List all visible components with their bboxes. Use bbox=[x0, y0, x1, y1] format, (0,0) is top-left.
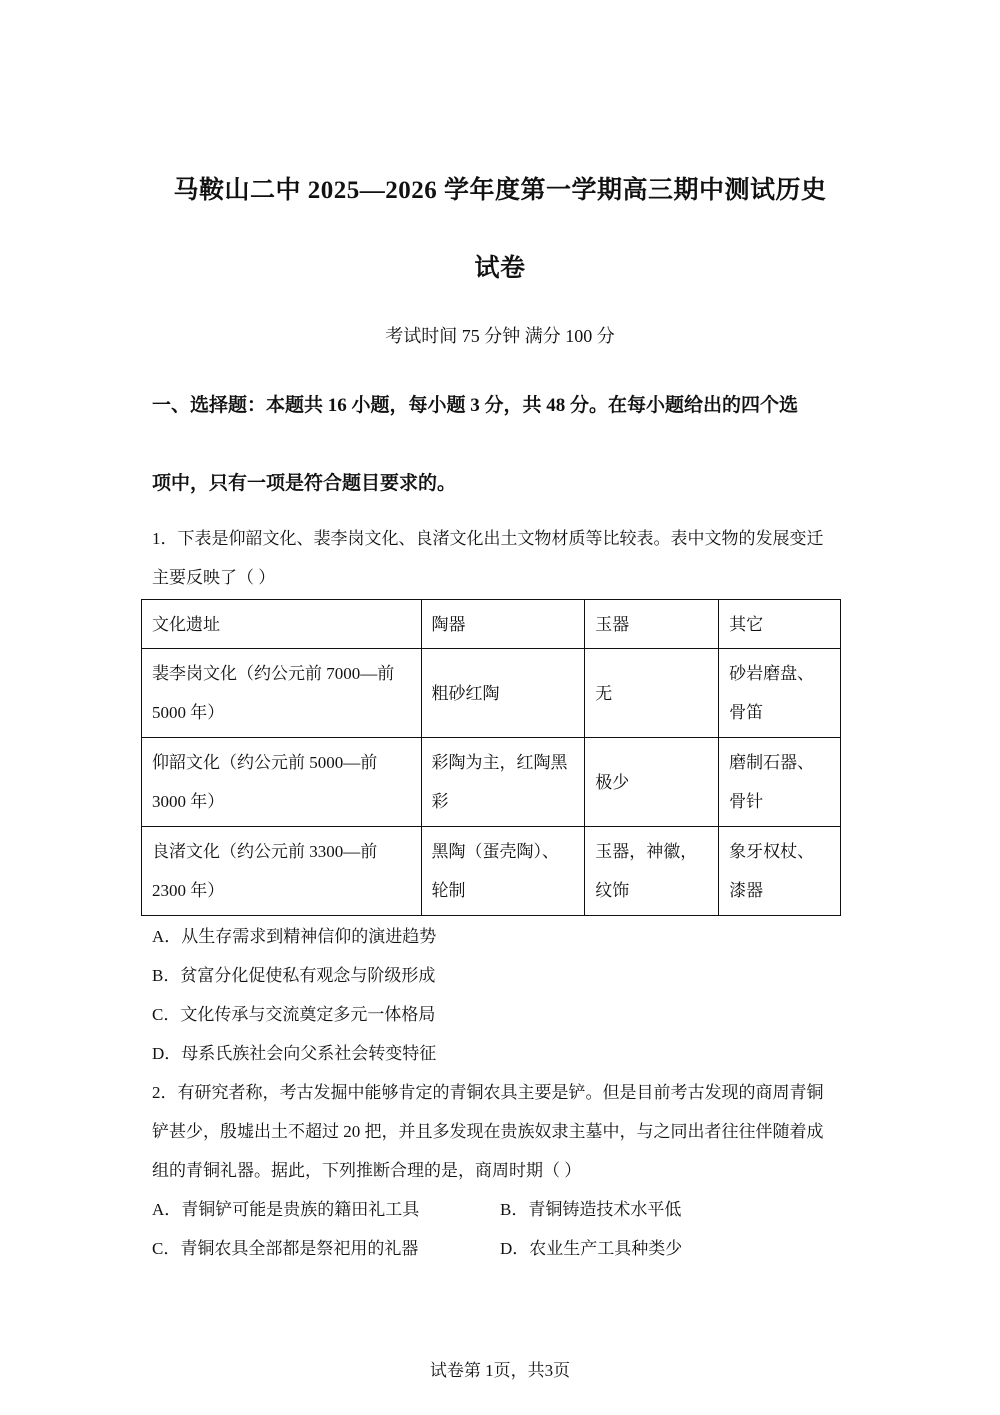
cell-line: 黑陶（蛋壳陶）、 bbox=[431, 842, 560, 861]
cell-line: 裴李岗文化（约公元前 7000—前 bbox=[152, 664, 395, 683]
table-header-row bbox=[142, 600, 841, 649]
cell-line: 3000 年） bbox=[152, 792, 225, 811]
q2-option-a[interactable]: A．青铜铲可能是贵族的籍田礼工具 bbox=[152, 1200, 420, 1219]
cell-line: 5000 年） bbox=[152, 703, 225, 722]
table-row bbox=[142, 827, 841, 916]
table-cell-jade bbox=[585, 738, 719, 827]
cell-line: 仰韶文化（约公元前 5000—前 bbox=[152, 753, 378, 772]
section-heading-line2: 项中，只有一项是符合题目要求的。 bbox=[152, 473, 457, 494]
q2-stem-line1: 2．有研究者称，考古发掘中能够肯定的青铜农具主要是铲。但是目前考古发现的商周青铜 bbox=[152, 1083, 824, 1102]
cell-line: 粗砂红陶 bbox=[431, 683, 500, 703]
table-cell-jade bbox=[585, 649, 719, 738]
cell-line: 纹饰 bbox=[595, 881, 630, 900]
table-cell-jade bbox=[585, 827, 719, 916]
cell-line: 无 bbox=[595, 683, 613, 703]
table-cell-other bbox=[719, 649, 841, 738]
table-cell-pottery bbox=[421, 649, 585, 738]
exam-title-line2: 试卷 bbox=[474, 255, 526, 282]
table-cell-site bbox=[142, 649, 422, 738]
cell-line: 良渚文化（约公元前 3300—前 bbox=[152, 842, 378, 861]
q1-option-b[interactable]: B．贫富分化促使私有观念与阶级形成 bbox=[152, 966, 436, 985]
table-header-cell: 文化遗址 bbox=[142, 600, 422, 649]
table-cell-other bbox=[719, 827, 841, 916]
cell-line: 砂岩磨盘、 bbox=[729, 664, 815, 683]
q2-option-c[interactable]: C．青铜农具全部都是祭祀用的礼器 bbox=[152, 1239, 419, 1258]
section-heading-line1: 一、选择题：本题共 16 小题，每小题 3 分，共 48 分。在每小题给出的四个选 bbox=[152, 395, 799, 416]
table-cell-site bbox=[142, 827, 422, 916]
exam-title-line1: 马鞍山二中 2025—2026 学年度第一学期高三期中测试历史 bbox=[173, 177, 827, 204]
cell-line: 漆器 bbox=[729, 881, 764, 900]
cell-line: 骨针 bbox=[729, 792, 764, 811]
table-cell-site bbox=[142, 738, 422, 827]
page-footer: 试卷第 1页，共3页 bbox=[429, 1361, 571, 1380]
cell-line: 玉器，神徽， bbox=[595, 842, 698, 861]
table-row bbox=[142, 649, 841, 738]
exam-info: 考试时间 75 分钟 满分 100 分 bbox=[385, 326, 615, 346]
q2-stem-line2: 铲甚少，殷墟出土不超过 20 把，并且多发现在贵族奴隶主墓中，与之同出者往往伴随着成 bbox=[152, 1122, 824, 1141]
q1-option-a[interactable]: A．从生存需求到精神信仰的演进趋势 bbox=[152, 927, 437, 946]
q1-option-c[interactable]: C．文化传承与交流奠定多元一体格局 bbox=[152, 1005, 436, 1024]
table-cell-other bbox=[719, 738, 841, 827]
table-cell-pottery bbox=[421, 738, 585, 827]
table-header-cell: 玉器 bbox=[585, 600, 719, 649]
q1-table bbox=[141, 599, 841, 916]
table-row bbox=[142, 738, 841, 827]
cell-line: 彩 bbox=[431, 792, 449, 811]
cell-line: 轮制 bbox=[431, 881, 466, 900]
table-cell-pottery bbox=[421, 827, 585, 916]
cell-line: 磨制石器、 bbox=[729, 753, 815, 772]
q2-option-b[interactable]: B．青铜铸造技术水平低 bbox=[500, 1200, 682, 1219]
cell-line: 象牙权杖、 bbox=[729, 842, 815, 861]
q2-stem-line3: 组的青铜礼器。据此，下列推断合理的是，商周时期（ ） bbox=[152, 1161, 582, 1180]
cell-line: 极少 bbox=[595, 772, 630, 792]
cell-line: 2300 年） bbox=[152, 881, 225, 900]
q1-option-d[interactable]: D．母系氏族社会向父系社会转变特征 bbox=[152, 1044, 437, 1063]
q2-option-d[interactable]: D．农业生产工具种类少 bbox=[500, 1239, 683, 1258]
q1-stem-line1: 1．下表是仰韶文化、裴李岗文化、良渚文化出土文物材质等比较表。表中文物的发展变迁 bbox=[152, 529, 824, 548]
table-header-cell: 其它 bbox=[719, 600, 841, 649]
table-header-cell: 陶器 bbox=[421, 600, 585, 649]
cell-line: 彩陶为主，红陶黑 bbox=[431, 753, 568, 772]
q1-stem-line2: 主要反映了（ ） bbox=[152, 568, 276, 587]
cell-line: 骨笛 bbox=[729, 703, 764, 722]
